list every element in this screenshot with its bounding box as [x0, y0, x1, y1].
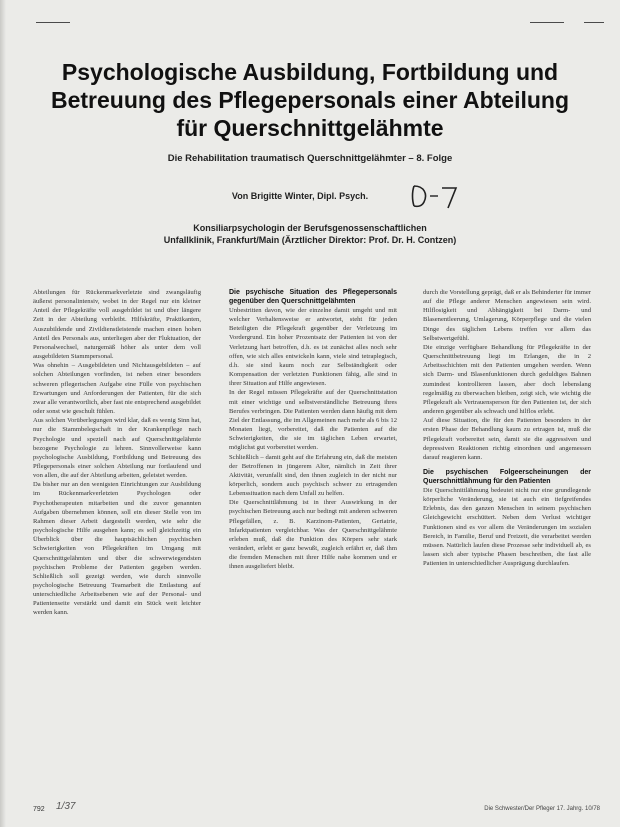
- text-column-2: [229, 288, 397, 793]
- text-column-3: [423, 288, 591, 793]
- paragraph: Da bisher nur an den wenigsten Einrichtungen zur Ausbildung im Rückenmarkverletzten Psychologen oder Psychotherapeuten mitarbeiten und die zuvor genannten Aufgaben übernehmen können, soll ein dieser Stelle von im Rahmen dieser Arbeit dargestellt werden, wie sehr die psychologische Hilfe ausgehen kann; es soll gleichzeitig ein Überblick über die hauptsächlichen psychischen Schwierigkeiten von Pflegekräften im Umgang mit Querschnittgelähmten und über die schwerwiegendsten psychischen Probleme der Patienten gegeben werden. Schließlich soll gezeigt werden, wie durch sinnvolle psychologische Betreuung Teamarbeit die Entlastung auf unterschiedliche Arbeitsebenen wie auf der Personal- und Patientenseite verstärkt und damit ein Stück weit leichter werden kann.: [33, 481, 201, 617]
- paragraph: durch die Vorstellung geprägt, daß er als Behinderter für immer auf die Pflege anderer Menschen angewiesen sein wird. Hilflosigkeit und Abhängigkeit bei Darm- und Blasenentleerung, Umlagerung, Körperpflege und die vielen Dinge des täglichen Lebens treffen vor allem das Selbstwertgefühl.: [423, 289, 591, 342]
- paragraph: Aus solchen Vorüberlegungen wird klar, daß es wenig Sinn hat, nur die Stammbelegschaft in der Krankenpflege nach Psychologie und speziell nach auf Querschnittgelähmte bezogene Psychologie zu lehren. Sinnvollerweise kann psychologische Ausbildung, Fortbildung und Betreuung des Pflegepersonals einer solchen Abteilung nur fortlaufend und von allen, die auf der Abteilung arbeiten, geleistet werden.: [33, 417, 201, 480]
- series-subtitle: Die Rehabilitation traumatisch Querschnittgelähmter – 8. Folge: [167, 153, 453, 164]
- top-rule-right-b: [584, 22, 604, 23]
- paragraph: Die einzige verfügbare Behandlung für Pflegekräfte in der Querschnittbetreuung liegt im Erlangen, die in 2 Arbeitsschichten mit den Patienten umgehen werden. Wenn sich Darm- und Blasenfunktionen durch geduldiges Bahnen zumindest kontrollieren lassen, aber doch lebenslang regelmäßig zu überwachen bleiben, zeigt sich, wie wichtig die Pflegekraft als Vertrauensperson für den Patienten ist, der sich anderen gegenüber als schwach und hilflos erlebt.: [423, 343, 591, 416]
- scan-edge-shadow: [0, 0, 6, 827]
- text-column-1: [33, 288, 201, 793]
- top-rule-left: [36, 22, 70, 23]
- paragraph: Abteilungen für Rückenmarkverletzte sind zwangsläufig äußerst personalintensiv, wobei in der Regel nur ein kleiner Anteil der Pflegekräfte voll ausgebildet ist und über längere Zeit in der Abteilung verbleibt. Hilfskräfte, Praktikanten, Auszubildende und Zivildienstleistende machen einen hohen Anteil des Personals aus, unterliegen aber der Fluktuation, der Personalwechsel, naturgemäß höher als unter dem voll ausgebildeten Stammpersonal.: [33, 289, 201, 361]
- article-title: Psychologische Ausbildung, Fortbildung und Betreuung des Pflegepersonals einer Abteilung für Querschnittgelähmte: [50, 59, 570, 141]
- section-heading: Die psychische Situation des Pflegepersonals gegenüber den Querschnittgelähmten: [229, 289, 397, 305]
- affiliation-line-2: Unfallklinik, Frankfurt/Main (Ärztlicher Direktor: Prof. Dr. H. Contzen): [163, 235, 457, 245]
- author-line: Von Brigitte Winter, Dipl. Psych.: [231, 191, 369, 201]
- affiliation: [110, 222, 510, 246]
- handwritten-page-mark: 1/37: [56, 801, 76, 812]
- top-rule-right-a: [530, 22, 564, 23]
- paragraph: Was ohnehin – Ausgebildeten und Nichtausgebildeten – auf solchen Abteilungen vorfinden, ist neben einer besonders schweren pflegerischen Aufgabe eine Fülle von psychischen Erwartungen und Anforderungen der Patienten, für die sich zwar alle verantwortlich, aber fast nie entsprechend ausgebildet oder sonst wie geschult fühlen.: [33, 362, 201, 416]
- paragraph: In der Regel müssen Pflegekräfte auf der Querschnittstation mit einer wichtige und selbstverständliche Betreuung ihres Berufes verbringen. Die Patienten werden dann häufig mit dem Ziel der Entlassung, die im Allgemeinen nach mehr als 6 bis 12 Monaten liegt, vorbereitet, daß die Patienten auf die Schwierigkeiten, die sie im täglichen Leben erwartet, möglichst gut vorbereitet werden.: [229, 389, 397, 452]
- affiliation-line-1: Konsiliarpsychologin der Berufsgenossenschaftlichen: [193, 223, 427, 233]
- paragraph: Unbestritten davon, wie der einzelne damit umgeht und mit welcher Verhaltensweise er antwortet, steht für jeden Beteiligten die Pflegekraft gegenüber der Verletzung im Vordergrund. Ein hoher Prozentsatz der Patienten ist von der Verletzung hart betroffen, d.h. es ist zunächst alles noch sehr offen, wie sich alles entwickeln kann, viele sind tetraplegisch, d.h. sie sind kaum noch zur Selbständigkeit oder Kompensation der verletzten Funktionen fähig, alle sind in ihrer Situation auf Hilfe angewiesen.: [229, 307, 397, 388]
- journal-reference: Die Schwester/Der Pfleger 17. Jahrg. 10/78: [484, 806, 600, 812]
- paragraph: Die Querschnittlähmung bedeutet nicht nur eine grundlegende körperliche Veränderung, sie ist auch ein tiefgreifendes Erlebnis, das den ganzen Menschen in seinem psychischen Gleichgewicht erschüttert. Neben dem Verlust wichtiger Funktionen sind es vor allem die Veränderungen im sozialen Bereich, in Familie, Beruf und Freizeit, die verarbeitet werden müssen. Natürlich laufen diese Prozesse sehr individuell ab, es lassen sich aber typische Phasen beschreiben, die fast alle Patienten in unterschiedlicher Ausprägung durchlaufen.: [423, 486, 591, 568]
- handwritten-annotation-icon: [408, 182, 460, 210]
- section-heading: Die psychischen Folgeerscheinungen der Querschnittlähmung für den Patienten: [423, 468, 591, 485]
- page-number: 792: [33, 806, 45, 813]
- paragraph: Die Querschnittlähmung ist in ihrer Auswirkung in der psychischen Betreuung auch nur bedingt mit anderen schweren Pflegefällen, z. B. Karzinom-Patienten, Geriatrie, Infarktpatienten vergleichbar. Was der Querschnittgelähmte erleben muß, daß die Funktion des Körpers sehr stark verändert, erlebt er ganz bewußt, zugleich erfährt er, daß ihm die fremden Menschen mit ihrer Hilfe nahe kommen und er ihnen ausgeliefert bleibt.: [229, 499, 397, 571]
- paragraph: Schließlich – damit geht auf die Erfahrung ein, daß die meisten der Betroffenen in jüngerem Alter, nämlich in Zeit ihrer Aktivität, verunfallt sind, den ihnen zugleich in der nicht nur körperlich, sondern auch psychisch schwer zu ertragenden Lebenssituation nach dem Unfall zu helfen.: [229, 453, 397, 498]
- paragraph: Auf diese Situation, die für den Patienten besonders in der ersten Phase der Behandlung kaum zu ertragen ist, muß die Pflegekraft vorbereitet sein, damit sie die aggressiven und depressiven Reaktionen richtig einordnen und angemessen darauf reagieren kann.: [423, 417, 591, 461]
